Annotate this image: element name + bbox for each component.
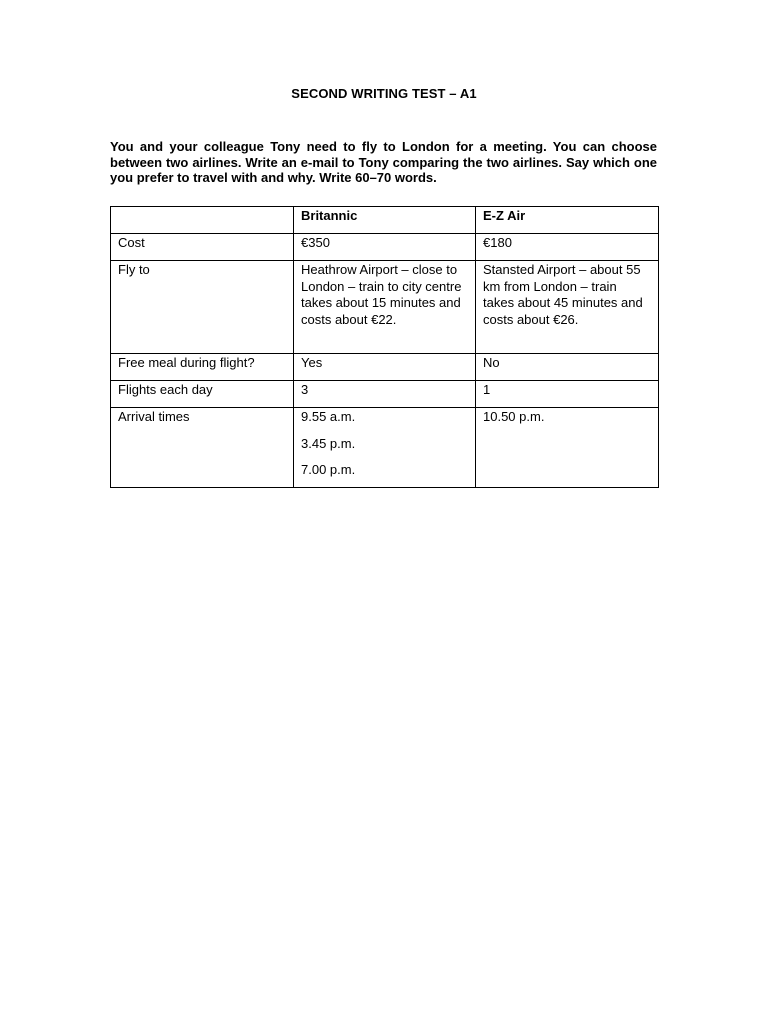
- cell-ez-air: €180: [476, 234, 659, 261]
- arrival-time: 9.55 a.m.: [301, 409, 356, 424]
- cell-ez-air: No: [476, 354, 659, 381]
- arrival-time: 10.50 p.m.: [483, 409, 545, 424]
- table-header-ez-air: E-Z Air: [476, 207, 659, 234]
- table-header-row: [111, 207, 659, 234]
- cell-ez-air: 1: [476, 381, 659, 408]
- row-label: Fly to: [111, 261, 294, 354]
- airline-comparison-table: [110, 206, 659, 488]
- task-instructions: You and your colleague Tony need to fly to London for a meeting. You can choose between two airlines. Write an e-mail to Tony comparing the two airlines. Say which one you prefer to travel with and why. Write 60–70 words.: [110, 139, 657, 185]
- cell-ez-air: [476, 408, 659, 488]
- table-header-britannic: Britannic: [294, 207, 476, 234]
- cell-britannic: Yes: [294, 354, 476, 381]
- cell-britannic: €350: [294, 234, 476, 261]
- table-row-arrival-times: [111, 408, 659, 488]
- table-row-flights-each-day: [111, 381, 659, 408]
- row-label: Free meal during flight?: [111, 354, 294, 381]
- document-title: SECOND WRITING TEST – A1: [291, 86, 477, 101]
- arrival-time: 3.45 p.m.: [301, 435, 356, 451]
- row-label: Flights each day: [111, 381, 294, 408]
- arrival-time: 7.00 p.m.: [301, 462, 356, 477]
- table-row-cost: [111, 234, 659, 261]
- row-label: Cost: [111, 234, 294, 261]
- table-header-cell-empty: [111, 207, 294, 234]
- table-row-free-meal: [111, 354, 659, 381]
- table-row-fly-to: [111, 261, 659, 354]
- cell-ez-air: Stansted Airport – about 55 km from London – train takes about 45 minutes and costs about €26.: [476, 261, 659, 354]
- cell-britannic: 3: [294, 381, 476, 408]
- row-label: Arrival times: [111, 408, 294, 488]
- cell-britannic: [294, 408, 476, 488]
- cell-britannic: Heathrow Airport – close to London – train to city centre takes about 15 minutes and costs about €22.: [294, 261, 476, 354]
